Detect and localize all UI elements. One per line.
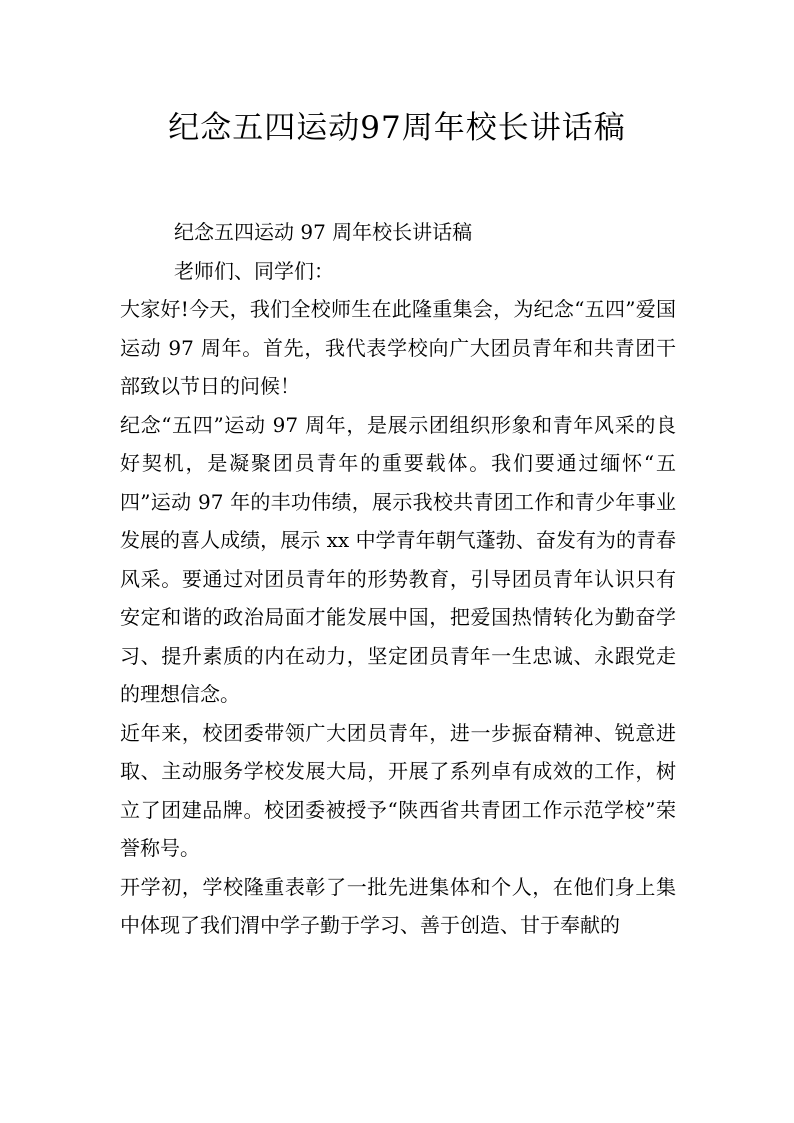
paragraph-commemoration: 纪念“五四”运动 97 周年，是展示团组织形象和青年风采的良好契机，是凝聚团员青年的重要载体。我们要通过缅怀“五四”运动 97 年的丰功伟绩，展示我校共青团工作和青少年事业发展的喜人成绩，展示 xx 中学青年朝气蓬勃、奋发有为的青春风采。要通过对团员青年的形势教育，引导团员青年认识只有安定和谐的政治局面才能发展中国，把爱国热情转化为勤奋学习、提升素质的内在动力，坚定团员青年一生忠诚、永跟党走的理想信念。 bbox=[120, 412, 676, 706]
document-body bbox=[120, 213, 676, 945]
paragraph-awards: 开学初，学校隆重表彰了一批先进集体和个人，在他们身上集中体现了我们渭中学子勤于学习、善于创造、甘于奉献的 bbox=[120, 874, 676, 937]
document-title: 纪念五四运动97周年校长讲话稿 bbox=[168, 110, 626, 146]
document-subtitle: 纪念五四运动 97 周年校长讲话稿 bbox=[174, 220, 473, 244]
paragraph-achievements: 近年来，校团委带领广大团员青年，进一步振奋精神、锐意进取、主动服务学校发展大局，开展了系列卓有成效的工作，树立了团建品牌。校团委被授予“陕西省共青团工作示范学校”荣誉称号。 bbox=[120, 720, 676, 860]
salutation: 老师们、同学们： bbox=[174, 258, 334, 283]
paragraph-greeting: 大家好!今天，我们全校师生在此隆重集会，为纪念“五四”爱国运动 97 周年。首先，我代表学校向广大团员青年和共青团干部致以节日的问候！ bbox=[120, 297, 676, 398]
